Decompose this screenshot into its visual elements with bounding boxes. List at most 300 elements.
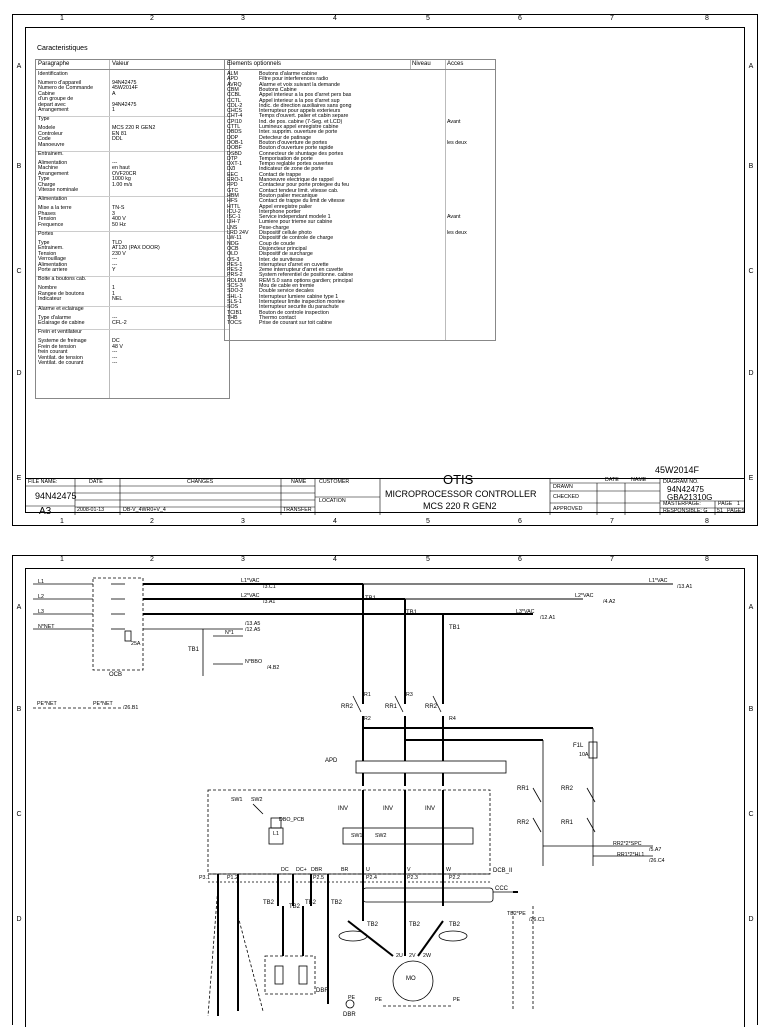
label-10a: 10A xyxy=(579,752,589,758)
param-group-title: Type xyxy=(38,116,50,123)
row-letter: A xyxy=(748,63,754,70)
col-number: 4 xyxy=(333,556,337,563)
param-name: Charge xyxy=(38,181,56,188)
col-number: 1 xyxy=(60,15,64,22)
option-description: Inter. de survitesse xyxy=(259,256,304,263)
col-number: 7 xyxy=(610,518,614,525)
label-motor-mo: MO xyxy=(406,976,416,982)
param-value: 1000 kg xyxy=(112,176,131,183)
param-value: 400 V xyxy=(112,216,126,223)
option-description: Interrupteur securite du parachute xyxy=(259,304,339,311)
param-value: DC xyxy=(112,338,120,345)
param-group-title: Portes xyxy=(38,231,54,237)
ref-26b1: /26.B1 xyxy=(123,705,139,711)
label-pe-2: PE xyxy=(375,997,383,1003)
option-description: Boutons Cabine xyxy=(259,86,297,93)
option-description: Double service decales xyxy=(259,288,314,295)
order-number: 45W2014F xyxy=(655,465,700,475)
label-tb2-a: TB2 xyxy=(263,900,275,906)
param-value: 230 V xyxy=(112,250,126,257)
label-ccc: CCC xyxy=(495,886,508,892)
param-name: Code xyxy=(38,136,51,143)
option-code: OS-3 xyxy=(227,256,240,263)
option-code: LRD 24V xyxy=(227,230,249,236)
option-description: Appel interieur a la pos d'arret sup xyxy=(259,97,340,104)
param-name: Eclairage de cabine xyxy=(38,320,85,326)
param-value: 48 V xyxy=(112,343,123,350)
param-name: Porte arriere xyxy=(38,267,68,273)
label-p24: P2.4 xyxy=(366,875,377,881)
row-letter: B xyxy=(16,706,22,713)
params-header-value: Valeur xyxy=(112,61,129,67)
label-tb2-f: TB2 xyxy=(409,922,421,928)
option-code: CPI10 xyxy=(227,118,242,125)
option-code: CTTL xyxy=(227,124,241,130)
param-name: Frein de tension xyxy=(38,343,76,350)
option-access: Avant xyxy=(447,118,461,125)
param-value: 1.00 m/s xyxy=(112,181,133,188)
col-number: 1 xyxy=(60,518,64,525)
option-code: LIH-7 xyxy=(227,219,240,226)
col-number: 6 xyxy=(518,556,522,563)
label-rr2-2spc: RR2*2*SPC xyxy=(613,841,642,847)
file-name-label: FILE NAME: xyxy=(28,479,58,485)
option-description: Appel interieur a la pos d'arret pers bas xyxy=(259,92,352,99)
param-name: frein courant xyxy=(38,349,68,356)
sheet-power-schematic xyxy=(12,555,758,1025)
param-value: --- xyxy=(112,160,118,166)
option-description: Lumiere pour trieme sur cabine xyxy=(259,219,333,226)
group-separator xyxy=(36,231,229,232)
label-n1: N*1 xyxy=(225,630,234,636)
label-2v: 2V xyxy=(409,953,416,959)
option-code: SLS-1 xyxy=(227,298,242,305)
param-group-title: Identification xyxy=(38,71,68,77)
param-name: Ventilat. de tension xyxy=(38,354,83,361)
option-description: Temps d'ouvert. palier et cabin separe xyxy=(259,113,349,120)
label-sw1-b: SW1 xyxy=(351,833,363,839)
option-code: PES-2 xyxy=(227,267,243,274)
option-description: Thermo contact xyxy=(259,314,296,321)
ref-26c1: /26.C1 xyxy=(529,917,545,923)
label-dbo-pcb: DBO_PCB xyxy=(279,817,305,823)
label-2w: 2W xyxy=(423,953,431,959)
param-name: Nombre xyxy=(38,285,57,292)
param-value: CFL-2 xyxy=(112,320,127,326)
row-letter: D xyxy=(748,370,754,377)
label-rr1: RR1 xyxy=(385,704,398,710)
param-name: Rangee de boutons xyxy=(38,290,85,297)
label-tb2-b: TB2 xyxy=(289,904,301,910)
param-name: Alimentation xyxy=(38,160,68,166)
label-tb2-c: TB2 xyxy=(305,900,317,906)
option-description: Contact de trappe du limit de vitesse xyxy=(259,198,345,205)
param-name: Type xyxy=(38,240,50,246)
option-description: Bouton d'ouverture de portes xyxy=(259,139,328,146)
label-p25: P2.5 xyxy=(313,875,324,881)
option-description: Indicateur de zone de porte xyxy=(259,166,324,173)
label-p22: P2.2 xyxy=(449,875,460,881)
col-number: 5 xyxy=(426,518,430,525)
option-code: PES-1 xyxy=(227,261,243,268)
option-code: HBM xyxy=(227,192,239,199)
option-description: Interrupteur limite inspection montee xyxy=(259,298,345,305)
label-l1-box: L1 xyxy=(273,831,279,837)
label-p31: P3.1 xyxy=(199,875,210,881)
option-description: Inter. supprim. ouverture de porte xyxy=(259,129,338,136)
row-letter: B xyxy=(748,163,754,170)
label-f1l: F1L xyxy=(573,743,584,749)
row-letter: A xyxy=(748,604,754,611)
option-code: THB xyxy=(227,314,238,321)
label-tb2-d: TB2 xyxy=(331,900,343,906)
option-code: NDG xyxy=(227,240,239,247)
label-dbr: DBR xyxy=(316,988,329,994)
label-tb1-c: TB1 xyxy=(406,610,418,616)
option-description: Indic. de direction auxiliaires sans gong xyxy=(259,102,352,109)
option-description: Contact de trappe xyxy=(259,171,302,178)
label-2u: 2U xyxy=(396,953,403,959)
option-description: Dispositif de controle de charge xyxy=(259,235,334,242)
option-description: Tempo reglable portes ouvertes xyxy=(259,161,334,168)
option-access: Avant xyxy=(447,214,461,221)
option-code: DTP xyxy=(227,155,238,162)
option-code: DSBD xyxy=(227,150,242,157)
row-letter: E xyxy=(748,475,754,482)
option-code: FPD xyxy=(227,182,238,189)
row-letter: C xyxy=(748,268,754,275)
option-code: DDP xyxy=(227,134,239,141)
label-inv-2: INV xyxy=(383,806,394,812)
label-dc-plus: DC+ xyxy=(296,867,307,873)
param-value: DDL xyxy=(112,136,123,143)
param-name: Modele xyxy=(38,125,56,132)
param-value: 94N42475 xyxy=(112,80,137,86)
option-code: TCIB1 xyxy=(227,309,243,316)
label-sw2: SW2 xyxy=(251,797,263,803)
param-name: Numero d'appareil xyxy=(38,80,82,86)
option-code: CCTL xyxy=(227,97,241,104)
label-tb1-b: TB1 xyxy=(365,596,377,602)
sheet-size: A3 xyxy=(39,506,52,517)
schematic-drawing xyxy=(13,556,757,1025)
row-letter: A xyxy=(16,63,22,70)
name-label: NAME xyxy=(291,479,307,485)
param-value: --- xyxy=(112,360,118,366)
label-r1: R1 xyxy=(364,692,371,698)
label-sw1: SW1 xyxy=(231,797,243,803)
ref-3a1: /3.A1 xyxy=(263,599,276,605)
param-name: Mise a la terre xyxy=(38,205,72,212)
option-description: REM 5.0 sans options gardien; principal xyxy=(259,277,353,284)
option-code: ISC-1 xyxy=(227,214,241,221)
label-l3: L3 xyxy=(38,609,44,615)
col-number: 5 xyxy=(426,556,430,563)
option-code: SCS-3 xyxy=(227,283,243,289)
label-tb1-d: TB1 xyxy=(449,625,461,631)
brand-otis: OTIS xyxy=(443,472,474,487)
label-br: BR xyxy=(341,867,349,873)
param-name: Frequence xyxy=(38,221,64,228)
options-header-element: Elements optionnels xyxy=(227,61,282,67)
change-text: DB-V_4WR0+V_4 xyxy=(123,507,166,513)
param-name: Systeme de freinage xyxy=(38,338,87,345)
label-l1: L1 xyxy=(38,579,44,585)
option-description: Interrupteur d'arret en cuvette xyxy=(259,261,329,268)
row-letter: B xyxy=(748,706,754,713)
param-value: en haut xyxy=(112,165,130,172)
param-value: --- xyxy=(112,314,118,321)
approved-label: APPROVED xyxy=(553,506,583,512)
param-name: Arrangement xyxy=(38,170,69,177)
location-label: LOCATION xyxy=(319,498,346,504)
parameters-table xyxy=(35,59,230,399)
ref-12a5: /12.A5 xyxy=(245,627,261,633)
label-nbbo: N*BBO xyxy=(245,659,263,665)
drawing-subtitle: MCS 220 R GEN2 xyxy=(423,501,497,511)
option-description: Mou de cable en tremie xyxy=(259,283,315,289)
param-value: 3 xyxy=(112,210,115,217)
label-tb2-g: TB2 xyxy=(449,922,461,928)
option-description: Bouton d'ouverture porte rapide xyxy=(259,145,334,152)
col-number: 6 xyxy=(518,15,522,22)
label-nnet: N*NET xyxy=(38,624,55,630)
col-number: 2 xyxy=(150,518,154,525)
label-dc: DC xyxy=(281,867,289,873)
option-description: Bouton de controle inspection xyxy=(259,309,329,316)
label-tb1: TB1 xyxy=(188,647,200,653)
option-code: SDO-2 xyxy=(227,288,244,295)
changes-label: CHANGES xyxy=(187,479,214,485)
col-number: 5 xyxy=(426,15,430,22)
option-description: Interrupteur pour appels exterieurs xyxy=(259,108,341,115)
params-header-paragraph: Paragraphe xyxy=(38,61,70,67)
option-description: 2eme interrupteur d'arret en cuvette xyxy=(259,267,344,274)
file-name: 94N42475 xyxy=(35,491,77,501)
option-code: CCBL xyxy=(227,92,242,99)
param-value: TLD xyxy=(112,240,123,246)
label-l2vac-right: L2*VAC xyxy=(575,593,594,599)
label-dbr-2: DBR xyxy=(343,1012,356,1018)
param-value: --- xyxy=(112,354,118,361)
param-name: Arrangement xyxy=(38,107,69,113)
page-number: 1 xyxy=(737,501,740,507)
label-tb2-pe: TB2*PE xyxy=(507,911,526,917)
option-code: ICU-2 xyxy=(227,208,241,215)
option-description: Boutons d'alarme cabine xyxy=(259,71,318,77)
option-description: Manoeuvre electrique de rappel xyxy=(259,177,334,183)
col-number: 8 xyxy=(705,15,709,22)
label-dcb: DCB_II xyxy=(493,868,513,874)
label-r2: R2 xyxy=(364,716,371,722)
option-code: RDLDM xyxy=(227,277,246,284)
param-group-title: Frein et ventilateur xyxy=(38,329,82,336)
col-number: 6 xyxy=(518,518,522,525)
label-penet-2: PE*NET xyxy=(93,701,113,707)
option-code: CHT-4 xyxy=(227,113,243,120)
param-value: AT120 (PAX DOOR) xyxy=(112,245,160,252)
option-description: Connecteur de shuntage des portes xyxy=(259,150,344,157)
customer-label: CUSTOMER xyxy=(319,479,350,485)
param-name: Ventilat. de courant xyxy=(38,360,84,366)
param-value: --- xyxy=(112,349,118,356)
option-description: Disjoncteur principal xyxy=(259,245,307,252)
ref-5a7: /5.A7 xyxy=(649,847,662,853)
ref-12a1: /12.A1 xyxy=(540,615,556,621)
label-v: V xyxy=(407,867,411,873)
option-code: DBDS xyxy=(227,129,242,136)
param-name: Phases xyxy=(38,210,56,217)
col-number: 1 xyxy=(60,556,64,563)
option-description: Contact tendeur limit. vitesse cab. xyxy=(259,187,339,194)
option-description: Pese-charge xyxy=(259,224,290,231)
ref-4a2: /4.A2 xyxy=(603,599,616,605)
param-name: Entrainem. xyxy=(38,245,64,252)
label-apd: APD xyxy=(325,758,338,764)
label-l2vac: L2*VAC xyxy=(241,593,260,599)
row-letter: D xyxy=(748,916,754,923)
option-description: Prise de courant sur toit cabine xyxy=(259,320,333,327)
param-value: OVF20CR xyxy=(112,170,137,177)
label-tb2-e: TB2 xyxy=(367,922,379,928)
ref-3c1: /3.C1 xyxy=(263,584,276,590)
param-value: --- xyxy=(112,261,118,268)
label-w: W xyxy=(446,867,451,873)
option-code: ALM xyxy=(227,71,238,77)
label-25a: 25A xyxy=(131,641,141,647)
row-letter: D xyxy=(16,916,22,923)
option-code: DOB-1 xyxy=(227,139,244,146)
options-header-access: Acces xyxy=(447,61,464,67)
diagram-label: DIAGRAM NO. xyxy=(663,479,699,485)
param-value: 1 xyxy=(112,285,115,292)
option-description: Interrupteur lumiere cabine type 1 xyxy=(259,293,339,300)
diagram-number-2: GBA21310G xyxy=(667,493,713,502)
col-number: 7 xyxy=(610,15,614,22)
label-inv-1: INV xyxy=(338,806,349,812)
label-inv-3: INV xyxy=(425,806,436,812)
option-code: HTTL xyxy=(227,203,241,210)
option-code: GTC xyxy=(227,187,239,194)
label-l3vac: L3*VAC xyxy=(516,609,535,615)
param-value: TN-S xyxy=(112,205,125,212)
checked-label: CHECKED xyxy=(553,494,579,500)
option-code: DOBF xyxy=(227,145,242,152)
option-code: AVRQ xyxy=(227,81,242,88)
col-number: 8 xyxy=(705,518,709,525)
row-letter: A xyxy=(16,604,22,611)
drawn-label: DRAWN xyxy=(553,484,573,490)
title-block xyxy=(25,472,745,517)
param-name: Tension xyxy=(38,250,57,257)
pages-label: PAGES xyxy=(727,508,745,514)
ref-13a1: /13.A1 xyxy=(677,584,693,590)
option-description: Service independant modele 1 xyxy=(259,214,331,221)
label-rr1-side-b: RR1 xyxy=(561,820,574,826)
param-group-title: Boite a boutons cab. xyxy=(38,276,87,283)
param-group-title: Alarme et eclairage xyxy=(38,305,84,312)
date2-label: DATE xyxy=(605,477,619,483)
param-group-title: Entrainem. xyxy=(38,151,64,157)
option-code: ERO-1 xyxy=(227,177,244,183)
param-value: MCS 220 R GEN2 xyxy=(112,125,156,132)
label-r4: R4 xyxy=(449,716,456,722)
option-description: Contacteur pour porte protegee du feu xyxy=(259,182,350,189)
option-description: System referentiel de positionne. cabine xyxy=(259,272,354,279)
option-description: Temporisation de porte xyxy=(259,155,313,162)
label-r3: R3 xyxy=(406,692,413,698)
page-label: PAGE xyxy=(718,501,733,507)
label-l1vac: L1*VAC xyxy=(241,578,260,584)
label-rr2-b: RR2 xyxy=(425,704,438,710)
label-pe-3: PE xyxy=(453,997,461,1003)
option-code: SHL-1 xyxy=(227,293,243,300)
row-letter: C xyxy=(16,268,22,275)
drawing-title: MICROPROCESSOR CONTROLLER xyxy=(385,489,537,499)
option-code: HFS xyxy=(227,198,238,205)
label-p12: P1.2 xyxy=(227,875,238,881)
group-separator xyxy=(36,116,229,117)
option-code: CDL-2 xyxy=(227,102,243,109)
options-header-level: Niveau xyxy=(412,61,431,67)
param-name: Tension xyxy=(38,216,57,223)
label-rr1-2hl1: RR1*2*HL1 xyxy=(617,852,645,858)
param-name: Manoeuvre xyxy=(38,141,65,148)
option-description: Alarme et voix suivant la demande xyxy=(259,81,340,88)
ref-13a5: /13.A5 xyxy=(245,621,261,627)
ref-26c4: /26.C4 xyxy=(649,858,665,864)
label-l1vac-right: L1*VAC xyxy=(649,578,668,584)
option-code: APD xyxy=(227,76,238,83)
option-access: les deux xyxy=(447,139,467,146)
param-value: EN 81 xyxy=(112,130,127,137)
label-u: U xyxy=(366,867,370,873)
label-pe: PE xyxy=(348,995,356,1001)
param-name: d'un groupe de xyxy=(38,96,74,103)
param-value: 1 xyxy=(112,107,115,113)
param-name: Type d'alarme xyxy=(38,314,72,321)
option-code: OLD xyxy=(227,251,238,258)
option-description: Dispositif de surcharge xyxy=(259,251,313,258)
label-p23: P2.3 xyxy=(407,875,418,881)
option-code: DZI xyxy=(227,166,236,173)
param-name: Verrouillage xyxy=(38,256,66,263)
param-name: Numero de Commande xyxy=(38,85,94,92)
label-ocb: OCB xyxy=(109,672,123,678)
col-number: 4 xyxy=(333,518,337,525)
option-description: Coup de coude xyxy=(259,240,295,247)
param-name: Alimentation xyxy=(38,261,68,268)
param-name: Machine xyxy=(38,165,59,172)
label-penet: PE*NET xyxy=(37,701,57,707)
col-number: 8 xyxy=(705,556,709,563)
option-description: Interphone portier xyxy=(259,208,301,215)
sheet-characteristics xyxy=(12,14,758,526)
label-l2: L2 xyxy=(38,594,44,600)
option-code: DXT-1 xyxy=(227,161,243,168)
col-number: 2 xyxy=(150,15,154,22)
option-description: Ind. de pos. cabine (7-Seg. et LCD) xyxy=(259,118,343,125)
param-value: --- xyxy=(112,256,118,263)
option-code: LNS xyxy=(227,224,238,231)
label-rr2-side-b: RR2 xyxy=(517,820,530,826)
row-letter: B xyxy=(16,163,22,170)
option-description: Lumineux appel enregistre cabine xyxy=(259,124,339,130)
param-name: Indicateur xyxy=(38,296,62,303)
label-rr2: RR2 xyxy=(341,704,354,710)
param-name: Vitesse nominale xyxy=(38,187,79,193)
param-value: 1 xyxy=(112,290,115,297)
